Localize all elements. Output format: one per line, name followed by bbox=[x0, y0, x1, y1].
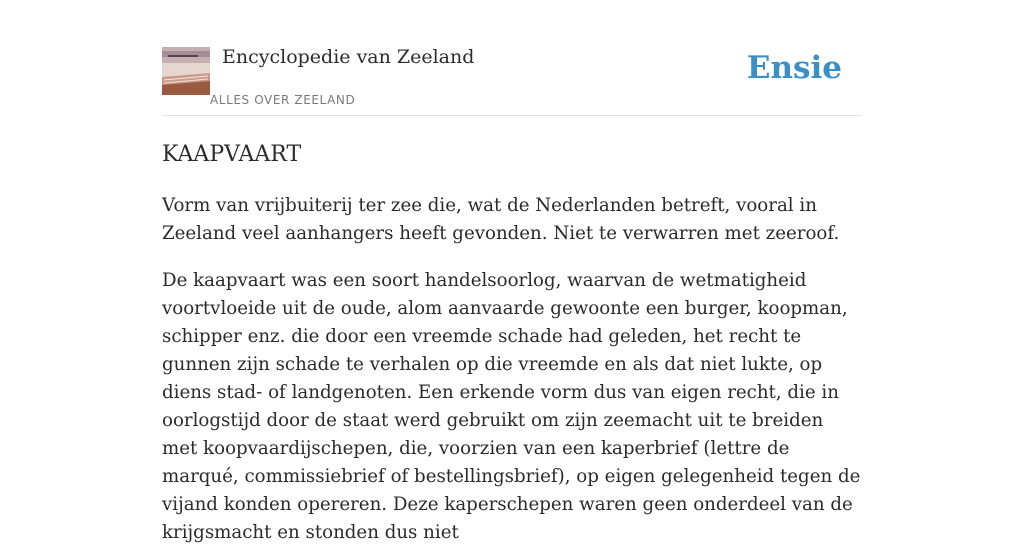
site-subtitle: ALLES OVER ZEELAND bbox=[210, 93, 356, 107]
article-paragraph-body: De kaapvaart was een soort handelsoorlog, waarvan de wetmatigheid voortvloeide uit de oude, alom aanvaarde gewoonte een burger, koopman, schipper enz. die door een vreemde schade had geleden, het recht te gunnen zijn schade te verhalen op die vreemde en als dat niet lukte, op diens stad- of landgenoten. Een erkende vorm dus van eigen recht, die in oorlogstijd door de staat werd gebruikt om zijn zeemacht uit te breiden met koopvaardijschepen, die, voorzien van een kaperbrief (lettre de marqué, commissiebrief of bestellingsbrief), op eigen gelegenheid tegen de vijand konden opereren. Deze kaperschepen waren geen onderdeel van de krijgsmacht en stonden dus niet bbox=[162, 270, 861, 543]
ensie-logo[interactable]: Ensie bbox=[746, 50, 842, 86]
site-avatar[interactable] bbox=[162, 47, 210, 95]
site-title-link[interactable]: Encyclopedie van Zeeland bbox=[222, 46, 475, 68]
site-header bbox=[162, 46, 862, 116]
book-photo-icon bbox=[162, 47, 210, 95]
article-title: KAAPVAART bbox=[162, 142, 302, 167]
article bbox=[162, 140, 864, 547]
article-paragraph-definition: Vorm van vrijbuiterij ter zee die, wat de Nederlanden betreft, vooral in Zeeland veel aanhangers heeft gevonden. Niet te verwarren met zeeroof. bbox=[162, 195, 840, 244]
